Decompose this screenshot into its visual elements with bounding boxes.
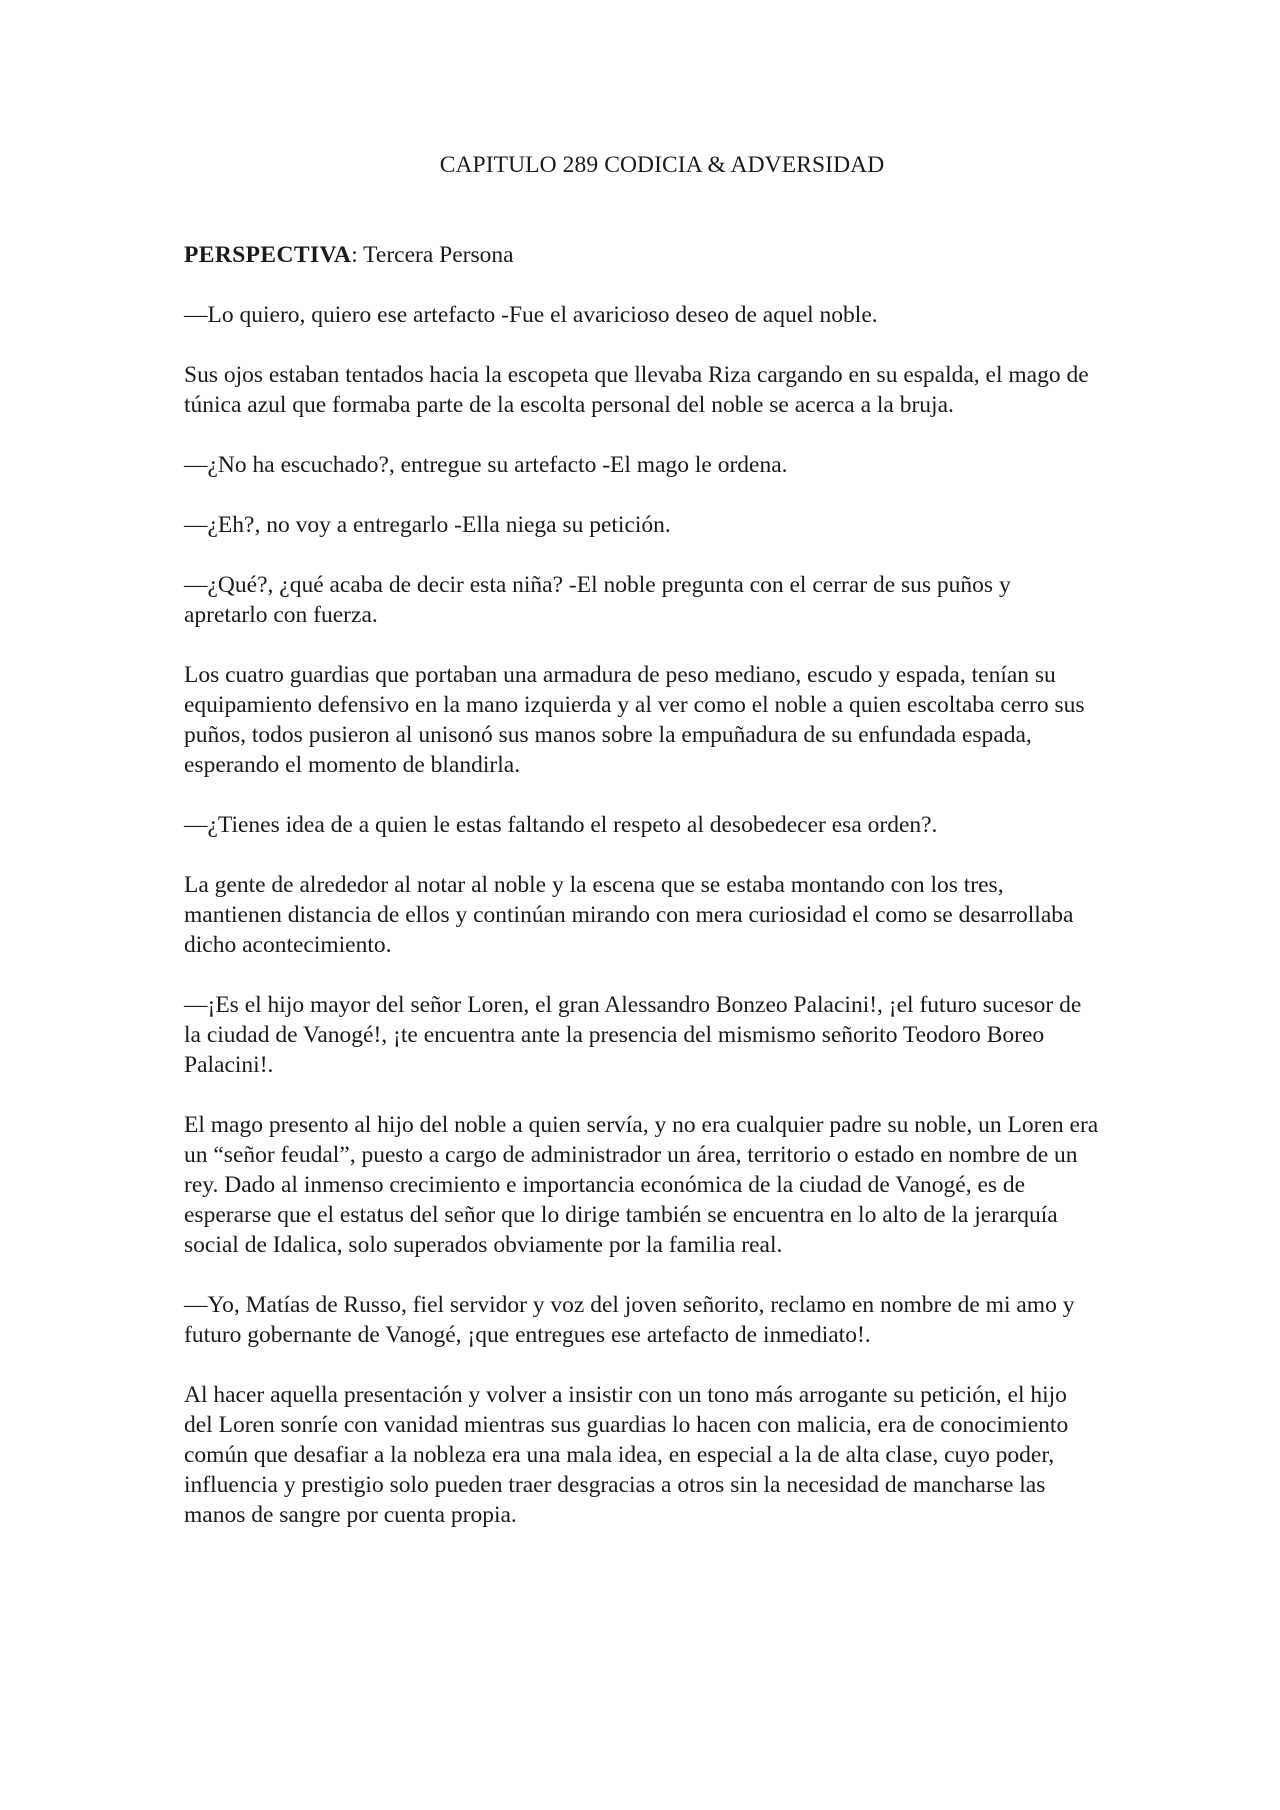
- paragraph: —Yo, Matías de Russo, fiel servidor y voz del joven señorito, reclamo en nombre de mi amo y futuro gobernante de Vanogé, ¡que entregues ese artefacto de inmediato!.: [184, 1292, 1075, 1348]
- paragraph: —¿No ha escuchado?, entregue su artefacto -El mago le ordena.: [184, 452, 788, 478]
- paragraph: Al hacer aquella presentación y volver a insistir con un tono más arrogante su petición, el hijo del Loren sonríe con vanidad mientras sus guardias lo hacen con malicia, era de conocimiento común que desafiar a la nobleza era una mala idea, en especial a la de alta clase, cuyo poder, influencia y prestigio solo pueden traer desgracias a otros sin la necesidad de mancharse las manos de sangre por cuenta propia.: [184, 1382, 1069, 1528]
- paragraph: Sus ojos estaban tentados hacia la escopeta que llevaba Riza cargando en su espalda, el mago de túnica azul que formaba parte de la escolta personal del noble se acerca a la bruja.: [184, 362, 1089, 418]
- paragraph: El mago presento al hijo del noble a quien servía, y no era cualquier padre su noble, un Loren era un “señor feudal”, puesto a cargo de administrador un área, territorio o estado en nombre de un rey. Dado al inmenso crecimiento e importancia económica de la ciudad de Vanogé, es de esperarse que el estatus del señor que lo dirige también se encuentra en lo alto de la jerarquía social de Idalica, solo superados obviamente por la familia real.: [184, 1112, 1099, 1258]
- paragraph: La gente de alrededor al notar al noble y la escena que se estaba montando con los tres, mantienen distancia de ellos y continúan mirando con mera curiosidad el como se desarrollaba dicho acontecimiento.: [184, 872, 1074, 958]
- paragraph: —Lo quiero, quiero ese artefacto -Fue el avaricioso deseo de aquel noble.: [184, 302, 878, 328]
- paragraph: —¡Es el hijo mayor del señor Loren, el gran Alessandro Bonzeo Palacini!, ¡el futuro sucesor de la ciudad de Vanogé!, ¡te encuentra ante la presencia del mismismo señorito Teodoro Boreo Palacini!.: [184, 992, 1082, 1078]
- perspective-value: Tercera Persona: [357, 242, 514, 268]
- paragraph: —¿Tienes idea de a quien le estas faltando el respeto al desobedecer esa orden?.: [184, 812, 938, 838]
- paragraph: —¿Qué?, ¿qué acaba de decir esta niña? -El noble pregunta con el cerrar de sus puños y apretarlo con fuerza.: [184, 572, 1011, 628]
- paragraph: Los cuatro guardias que portaban una armadura de peso mediano, escudo y espada, tenían su equipamiento defensivo en la mano izquierda y al ver como el noble a quien escoltaba cerro sus puños, todos pusieron al unisonó sus manos sobre la empuñadura de su enfundada espada, esperando el momento de blandirla.: [184, 662, 1085, 778]
- chapter-title: CAPITULO 289 CODICIA & ADVERSIDAD: [439, 152, 885, 178]
- perspective-separator: :: [351, 242, 358, 268]
- perspective-label: PERSPECTIVA: [184, 242, 352, 268]
- paragraph: —¿Eh?, no voy a entregarlo -Ella niega su petición.: [184, 512, 671, 538]
- perspective-line: [184, 240, 1100, 270]
